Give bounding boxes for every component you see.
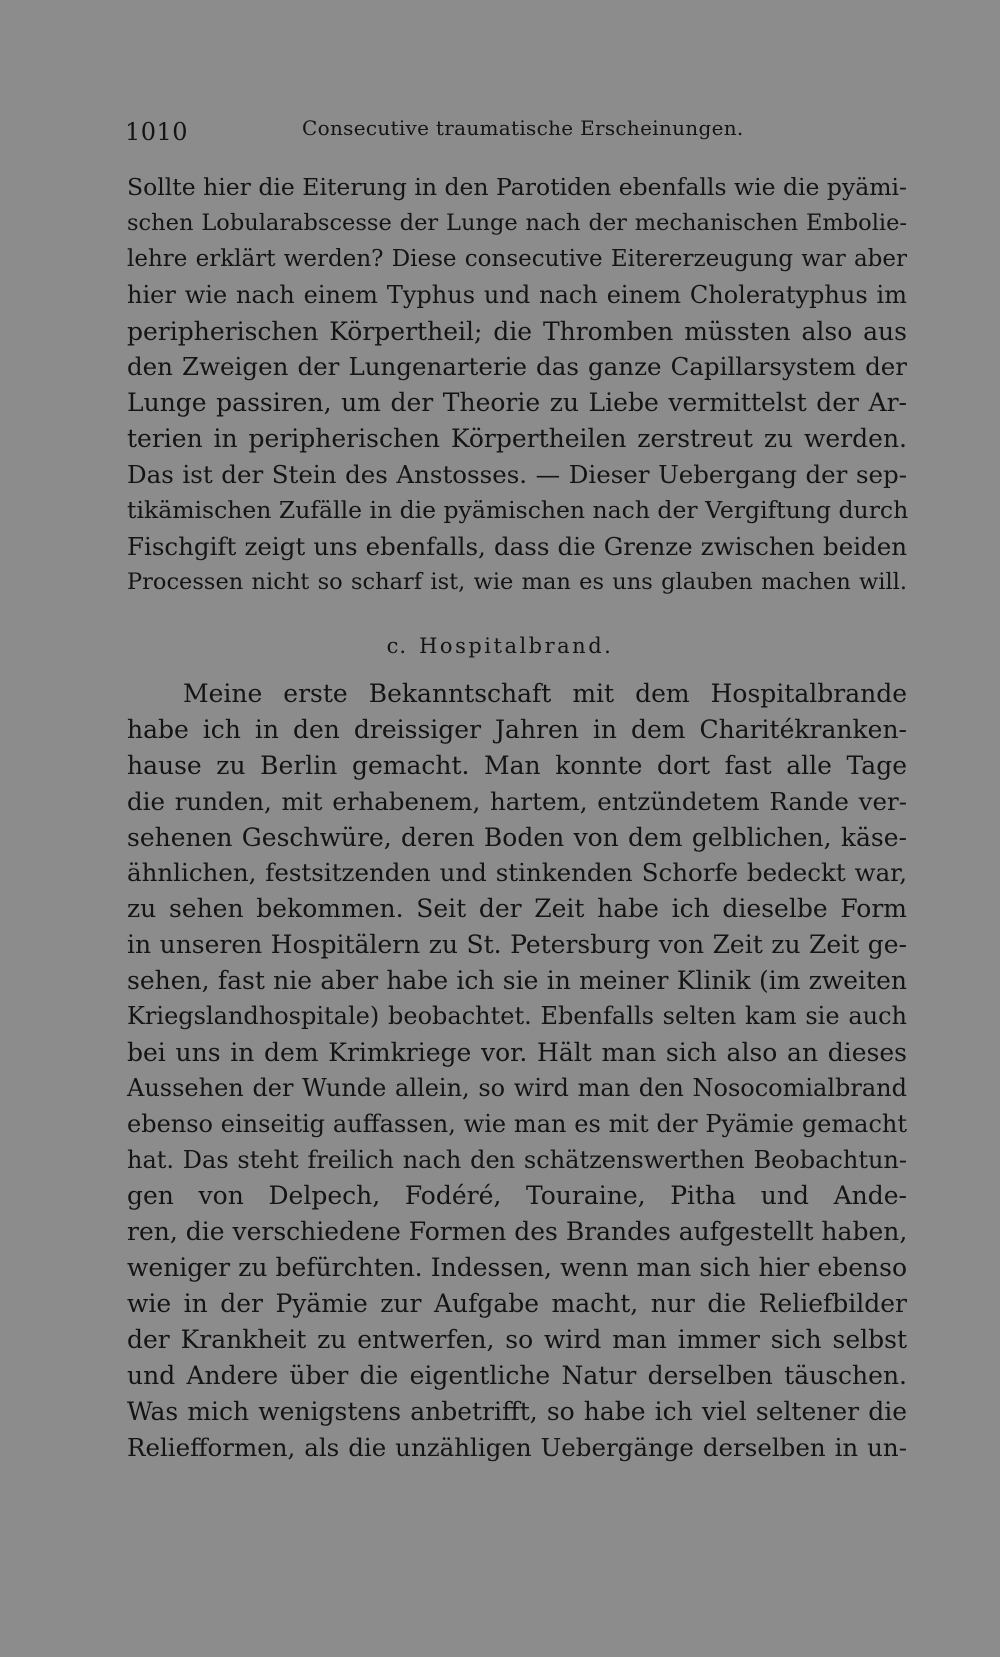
text-line: in unseren Hospitälern zu St. Petersburg von Zeit zu Zeit ge- <box>127 930 907 960</box>
text-line: hier wie nach einem Typhus und nach einem Choleratyphus im <box>127 280 907 309</box>
text-line: terien in peripherischen Körpertheilen zerstreut zu werden. <box>127 424 907 454</box>
text-line: sehen, fast nie aber habe ich sie in meiner Klinik (im zweiten <box>127 966 907 996</box>
text-line: gen von Delpech, Fodéré, Touraine, Pitha und Ande- <box>127 1181 907 1211</box>
text-line: hause zu Berlin gemacht. Man konnte dort fast alle Tage <box>127 750 907 780</box>
text-line: Was mich wenigstens anbetrifft, so habe ich viel seltener die <box>127 1396 907 1426</box>
text-line: Aussehen der Wunde allein, so wird man den Nosocomialbrand <box>127 1073 907 1102</box>
text-line: schen Lobularabscesse der Lunge nach der mechanischen Embolie- <box>127 209 907 236</box>
text-line: Processen nicht so scharf ist, wie man es uns glauben machen will. <box>127 568 907 595</box>
text-line: Lunge passiren, um der Theorie zu Liebe vermittelst der Ar- <box>127 388 907 418</box>
text-line: ren, die verschiedene Formen des Brandes aufgestellt haben, <box>127 1217 908 1247</box>
text-line: die runden, mit erhabenem, hartem, entzündetem Rande ver- <box>127 786 907 816</box>
text-line: sehenen Geschwüre, deren Boden von dem gelblichen, käse- <box>127 822 907 852</box>
text-line: Sollte hier die Eiterung in den Parotiden ebenfalls wie die pyämi- <box>127 173 907 201</box>
section-label: c. <box>386 634 408 658</box>
text-line-indented: Meine erste Bekanntschaft mit dem Hospitalbrande <box>183 679 907 708</box>
text-line: ähnlichen, festsitzenden und stinkenden Schorfe bedeckt war, <box>127 858 907 888</box>
text-line: Kriegslandhospitale) beobachtet. Ebenfalls selten kam sie auch <box>127 1002 907 1031</box>
page-header <box>125 112 908 152</box>
text-line: habe ich in den dreissiger Jahren in dem Charitékranken- <box>127 714 907 744</box>
section-title: Hospitalbrand. <box>419 634 614 658</box>
text-line: peripherischen Körpertheil; die Thromben müssten also aus <box>127 316 907 346</box>
text-line: bei uns in dem Krimkriege vor. Hält man sich also an dieses <box>127 1037 907 1067</box>
running-head: Consecutive traumatische Erscheinungen. <box>302 116 744 140</box>
text-line: lehre erklärt werden? Diese consecutive Eitererzeugung war aber <box>127 245 907 272</box>
text-line: und Andere über die eigentliche Natur derselben täuschen. <box>127 1360 907 1390</box>
text-line: hat. Das steht freilich nach den schätzenswerthen Beobachtun- <box>127 1145 907 1174</box>
text-line: den Zweigen der Lungenarterie das ganze Capillarsystem der <box>127 352 907 382</box>
text-line: Reliefformen, als die unzähligen Uebergänge derselben in un- <box>127 1432 907 1462</box>
text-line: weniger zu befürchten. Indessen, wenn man sich hier ebenso <box>127 1253 907 1283</box>
text-line: Fischgift zeigt uns ebenfalls, dass die Grenze zwischen beiden <box>127 531 907 561</box>
paragraph-1 <box>127 170 907 601</box>
text-line: zu sehen bekommen. Seit der Zeit habe ich dieselbe Form <box>127 894 907 924</box>
page-number: 1010 <box>125 118 189 146</box>
text-line: Das ist der Stein des Anstosses. — Dieser Uebergang der sep- <box>127 460 907 490</box>
text-line: wie in der Pyämie zur Aufgabe macht, nur die Reliefbilder <box>127 1289 907 1319</box>
section-heading <box>0 634 1000 658</box>
paragraph-2 <box>127 676 907 1466</box>
text-line: ebenso einseitig auffassen, wie man es mit der Pyämie gemacht <box>127 1109 907 1138</box>
text-line: tikämischen Zufälle in die pyämischen nach der Vergiftung durch <box>127 496 909 525</box>
text-line: der Krankheit zu entwerfen, so wird man immer sich selbst <box>127 1325 907 1355</box>
